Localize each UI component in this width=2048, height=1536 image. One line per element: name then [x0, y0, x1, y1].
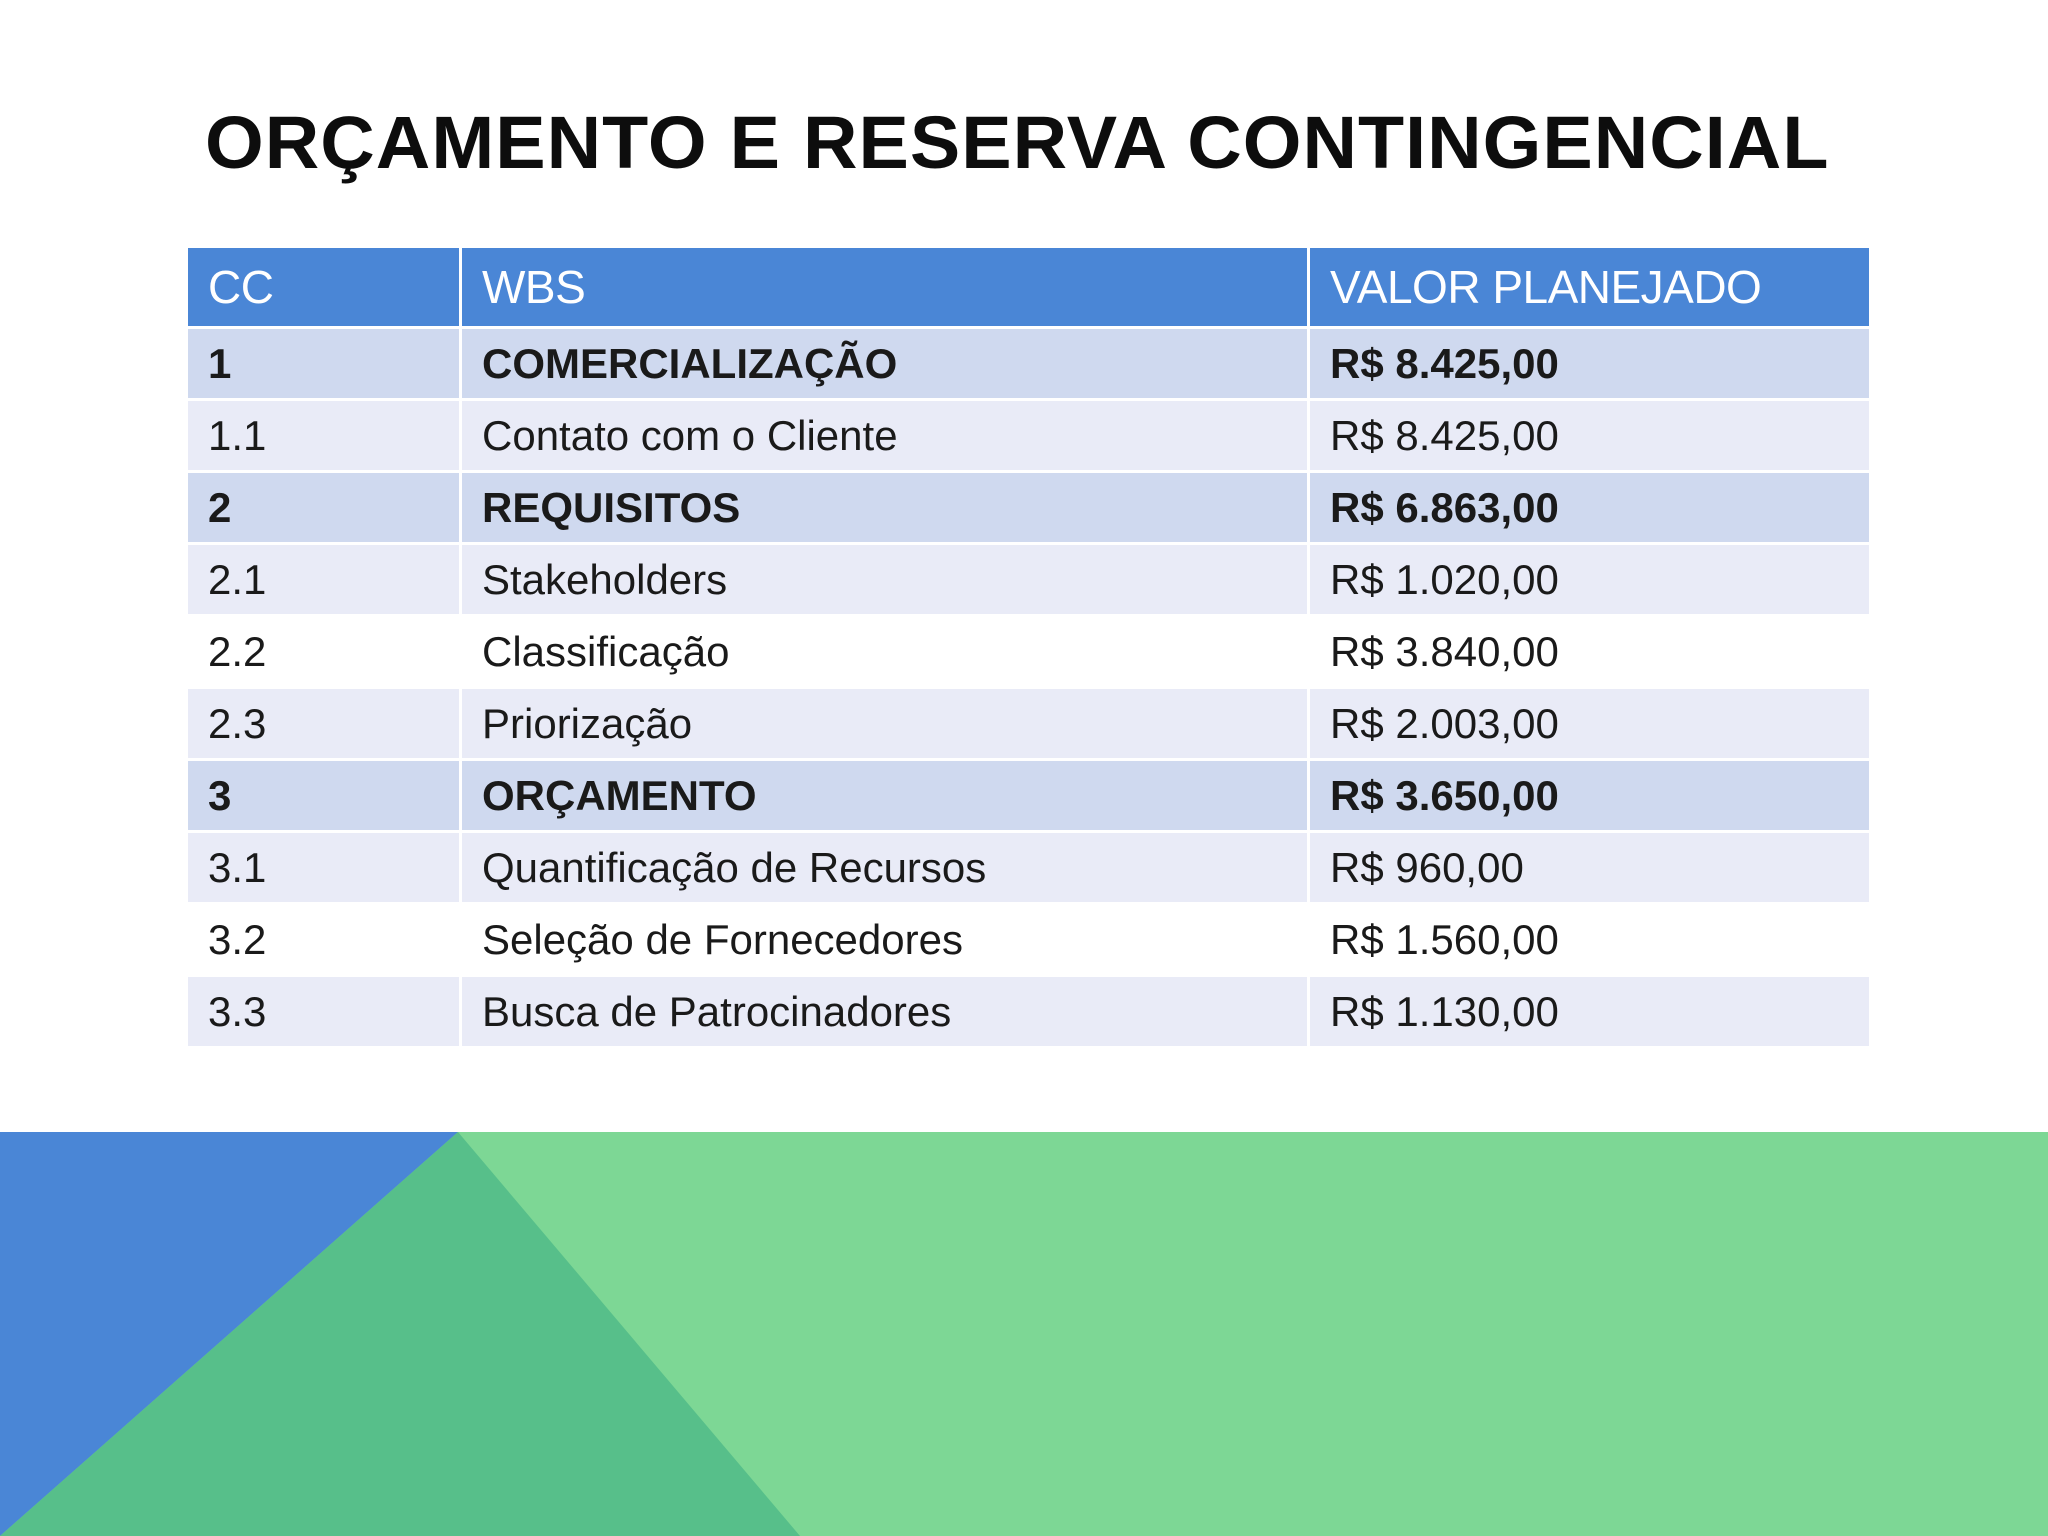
- table-row: [187, 760, 1871, 832]
- cell-wbs: ORÇAMENTO: [461, 760, 1309, 832]
- table-row: [187, 976, 1871, 1048]
- cell-cc: 2.1: [187, 544, 461, 616]
- cell-wbs: COMERCIALIZAÇÃO: [461, 328, 1309, 400]
- cell-cc: 3.3: [187, 976, 461, 1048]
- cell-cc: 3.2: [187, 904, 461, 976]
- cell-wbs: Contato com o Cliente: [461, 400, 1309, 472]
- cell-valor: R$ 3.650,00: [1309, 760, 1871, 832]
- cell-valor: R$ 6.863,00: [1309, 472, 1871, 544]
- budget-table: [185, 245, 1872, 1049]
- table-header-row: [187, 247, 1871, 328]
- cell-cc: 2.2: [187, 616, 461, 688]
- cell-valor: R$ 2.003,00: [1309, 688, 1871, 760]
- cell-cc: 3: [187, 760, 461, 832]
- cell-wbs: Quantificação de Recursos: [461, 832, 1309, 904]
- cell-valor: R$ 1.560,00: [1309, 904, 1871, 976]
- header-wbs: WBS: [461, 247, 1309, 328]
- cell-valor: R$ 1.130,00: [1309, 976, 1871, 1048]
- table-row: [187, 616, 1871, 688]
- table-row: [187, 688, 1871, 760]
- cell-wbs: Busca de Patrocinadores: [461, 976, 1309, 1048]
- cell-valor: R$ 8.425,00: [1309, 328, 1871, 400]
- cell-wbs: Stakeholders: [461, 544, 1309, 616]
- table-row: [187, 544, 1871, 616]
- slide-title: ORÇAMENTO E RESERVA CONTINGENCIAL: [205, 101, 1830, 184]
- cell-wbs: REQUISITOS: [461, 472, 1309, 544]
- cell-wbs: Priorização: [461, 688, 1309, 760]
- decorative-footer-shapes: [0, 1132, 2048, 1536]
- cell-valor: R$ 1.020,00: [1309, 544, 1871, 616]
- cell-valor: R$ 960,00: [1309, 832, 1871, 904]
- cell-wbs: Classificação: [461, 616, 1309, 688]
- cell-cc: 2.3: [187, 688, 461, 760]
- table-row: [187, 832, 1871, 904]
- header-cc: CC: [187, 247, 461, 328]
- cell-valor: R$ 8.425,00: [1309, 400, 1871, 472]
- table-row: [187, 400, 1871, 472]
- table-row: [187, 328, 1871, 400]
- header-valor-planejado: VALOR PLANEJADO: [1309, 247, 1871, 328]
- table-row: [187, 904, 1871, 976]
- cell-wbs: Seleção de Fornecedores: [461, 904, 1309, 976]
- table-row: [187, 472, 1871, 544]
- cell-cc: 2: [187, 472, 461, 544]
- cell-valor: R$ 3.840,00: [1309, 616, 1871, 688]
- cell-cc: 3.1: [187, 832, 461, 904]
- cell-cc: 1: [187, 328, 461, 400]
- cell-cc: 1.1: [187, 400, 461, 472]
